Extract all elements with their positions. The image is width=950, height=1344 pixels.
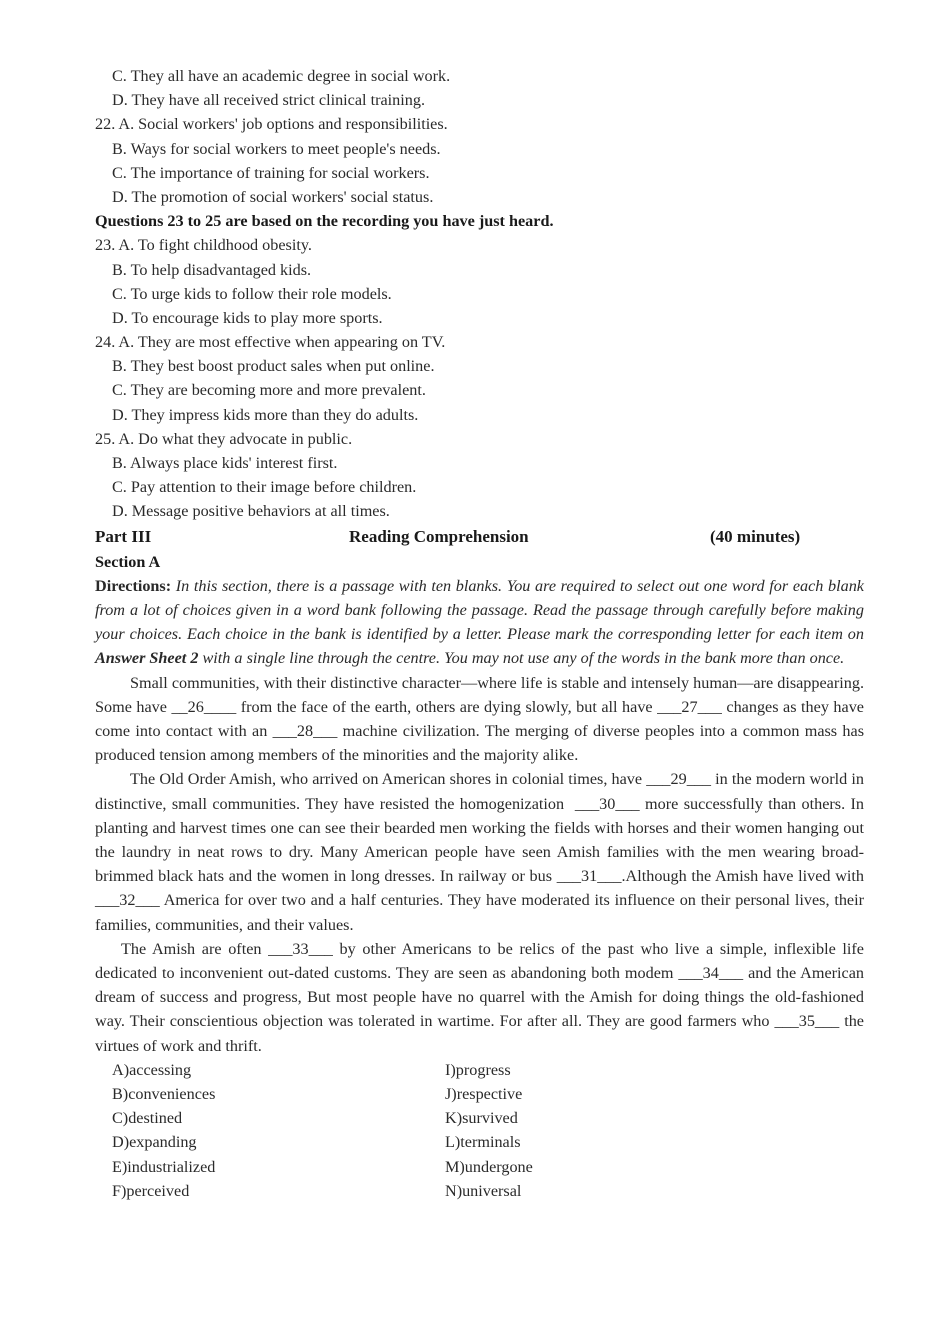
word-bank-item: A)accessing <box>112 1060 192 1079</box>
part-heading <box>95 524 864 550</box>
word-bank-item: L)terminals <box>445 1133 521 1152</box>
recording-heading: Questions 23 to 25 are based on the recording you have just heard. <box>95 212 554 231</box>
word-bank-item: K)survived <box>445 1109 518 1128</box>
directions-text-2: with a single line through the centre. You may not use any of the words in the bank more than once. <box>198 649 845 668</box>
word-bank-item: J)respective <box>445 1085 523 1103</box>
q25-option-a: 25. A. Do what they advocate in public. <box>95 429 353 448</box>
word-bank-item: M)undergone <box>445 1157 533 1176</box>
document-page <box>95 64 864 1203</box>
section-heading: Section A <box>95 552 161 571</box>
part-label: Part III <box>95 526 152 546</box>
passage-paragraph-3: The Amish are often ___33___ by other Americans to be relics of the past who live a simple, inflexible life dedicated to inconvenient out-dated customs. They are seen as abandoning both modem ___34___ and the American dream of success and progress, But most people have no quarrel with the Amish for doing things the old-fashioned way. Their conscientious objection was tolerated in wartime. For after all. They are good farmers who ___35___ the virtues of work and thrift. <box>95 939 864 1055</box>
word-bank-item: F)perceived <box>112 1181 190 1200</box>
q25-option-d: D. Message positive behaviors at all times. <box>112 502 390 521</box>
q21-option-d: D. They have all received strict clinical training. <box>112 91 425 110</box>
answer-sheet-ref: Answer Sheet 2 <box>95 649 199 668</box>
q24-option-d: D. They impress kids more than they do adults. <box>112 405 419 424</box>
q22-option-a: 22. A. Social workers' job options and responsibilities. <box>95 115 448 134</box>
part-title: Reading Comprehension <box>349 526 529 546</box>
directions-label: Directions: <box>95 576 172 595</box>
q22-option-d: D. The promotion of social workers' social status. <box>112 187 434 206</box>
word-bank-item: D)expanding <box>112 1133 197 1152</box>
directions <box>95 574 864 671</box>
word-bank-item: I)progress <box>445 1060 511 1079</box>
q25-option-b: B. Always place kids' interest first. <box>112 454 338 472</box>
q23-option-b: B. To help disadvantaged kids. <box>112 260 312 279</box>
q22-option-c: C. The importance of training for social workers. <box>112 163 430 182</box>
q23-option-a: 23. A. To fight childhood obesity. <box>95 236 312 255</box>
passage-paragraph-2: The Old Order Amish, who arrived on American shores in colonial times, have ___29___ in the modern world in distinctive, small communities. They have resisted the homogenization ___30___ more successfully than others. In planting and harvest times one can see their bearded men working the fields with horses and their women hanging out the laundry in neat rows to dry. Many American people have seen Amish families with the men wearing broad-brimmed black hats and the women in long dresses. In railway or bus ___31___.Although the Amish have lived with ___32___ America for over two and a half centuries. They have moderated its influence on their personal lives, their families, communities, and their values. <box>95 770 864 934</box>
q23-option-d: D. To encourage kids to play more sports. <box>112 308 383 327</box>
word-bank-item: E)industrialized <box>112 1157 216 1176</box>
q23-option-c: C. To urge kids to follow their role models. <box>112 284 392 303</box>
q21-option-c: C. They all have an academic degree in social work. <box>112 67 451 85</box>
word-bank-item: C)destined <box>112 1109 183 1128</box>
q22-option-b: B. Ways for social workers to meet people's needs. <box>112 139 441 158</box>
q24-option-a: 24. A. They are most effective when appearing on TV. <box>95 333 446 352</box>
q24-option-b: B. They best boost product sales when put online. <box>112 357 435 376</box>
directions-text-1: In this section, there is a passage with ten blanks. You are required to select out one word for each blank from a lot of choices given in a word bank following the passage. Read the passage through carefully before making your choices. Each choice in the bank is identified by a letter. Please mark the corresponding letter for each item on <box>95 576 864 644</box>
passage-paragraph-1: Small communities, with their distinctive character—where life is stable and intensely human—are disappearing. Some have __26____ from the face of the earth, others are dying slowly, but all have ___27___ changes as they have come into contact with an ___28___ machine civilization. The merging of diverse peoples into a common mass has produced tension among members of the minorities and the majority alike. <box>95 673 864 765</box>
word-bank-item: N)universal <box>445 1181 522 1200</box>
q25-option-c: C. Pay attention to their image before children. <box>112 478 417 497</box>
word-bank <box>95 1058 864 1203</box>
word-bank-item: B)conveniences <box>112 1085 216 1103</box>
q24-option-c: C. They are becoming more and more prevalent. <box>112 381 426 400</box>
part-time: (40 minutes) <box>710 526 801 546</box>
